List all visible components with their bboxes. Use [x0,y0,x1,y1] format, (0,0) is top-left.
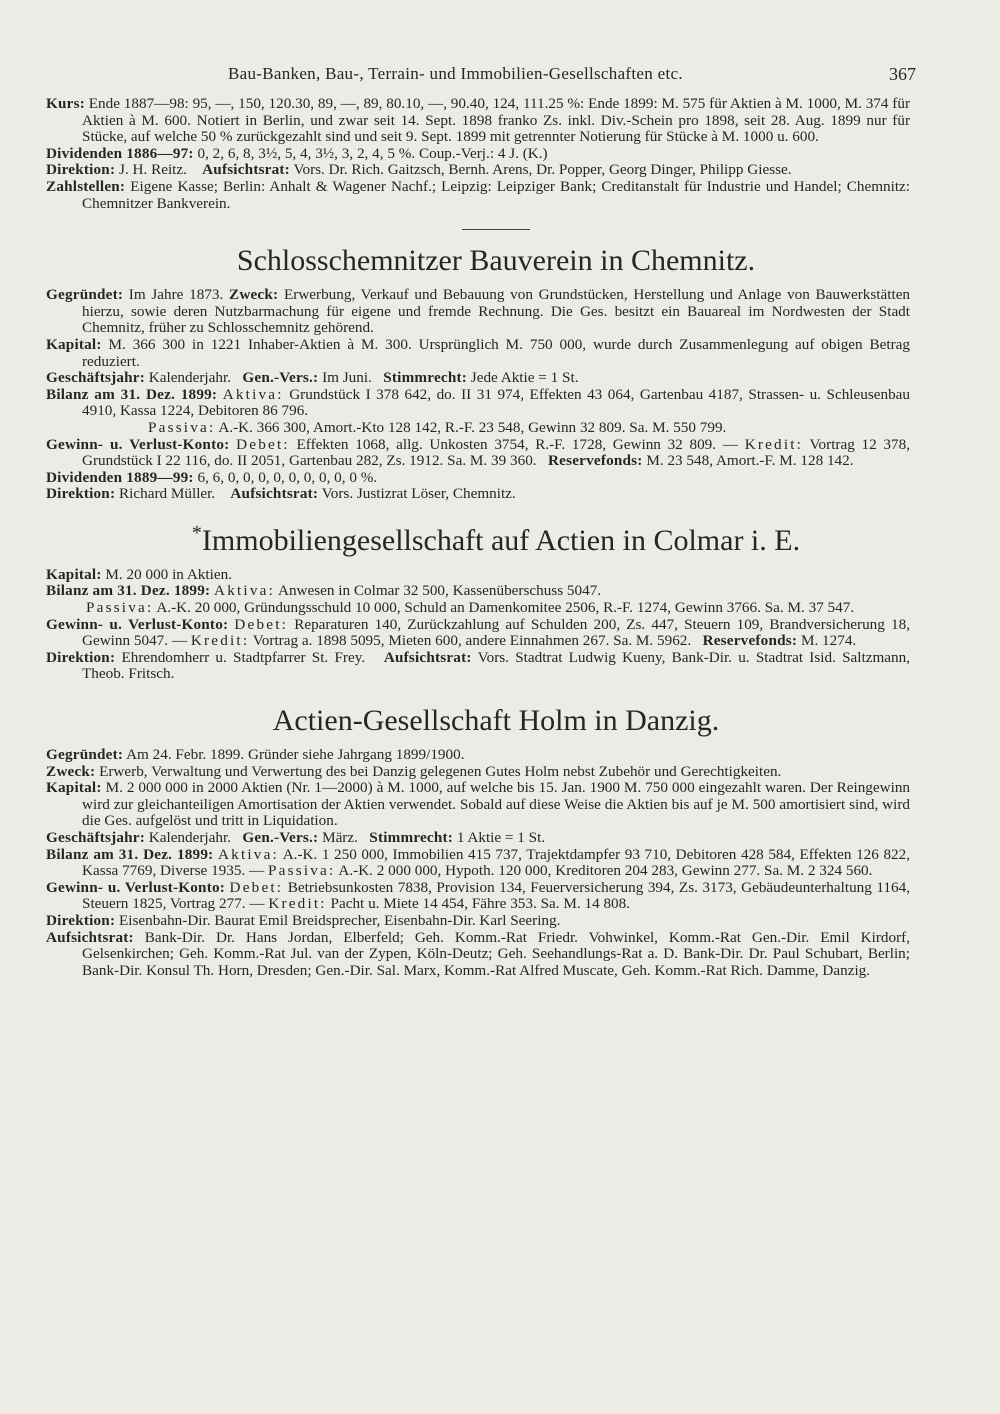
aufsichtsrat-text: Vors. Justizrat Löser, Chemnitz. [321,485,516,503]
previous-company-continuation [46,95,911,212]
reservefonds-text: M. 1274. [800,632,857,650]
kredit-text: Pacht u. Miete 14 454, Fähre 353. Sa. M. 14 808. [330,895,631,913]
aufsichtsrat-entry [46,928,910,980]
dividenden-text: 0, 2, 6, 8, 3½, 5, 4, 3½, 3, 2, 4, 5 %. Coup.-Verj.: 4 J. (K.) [197,144,548,162]
aktiva-label: Aktiva: [222,385,284,403]
company-schlosschemnitz [46,244,911,503]
direktion-label: Direktion: [46,485,116,503]
footnote-star: * [191,521,202,544]
kapital-text: M. 20 000 in Aktien. [105,565,232,583]
zweck-text: Erwerbung, Verkauf und Bebauung von Grundstücken, Herstellung und Anlage von Bauwerkstätten hierzu, sowie deren Nutzbarmachung für eigene und fremde Rechnung. Die Ges. besitzt ein Bauareal im Nordwesten der Stadt Chemnitz, früher zu Schlosschemnitz gehörend. [82,286,911,337]
bilanz-label: Bilanz am 31. Dez. 1899: [46,385,218,403]
gewinn-verlust-label: Gewinn- u. Verlust-Konto: [46,878,226,896]
aufsichtsrat-text: Bank-Dir. Dr. Hans Jordan, Elberfeld; Geh. Komm.-Rat Friedr. Vohwinkel, Komm.-Rat Gen.-Dir. Emil Kirdorf, Gelsenkirchen; Geh. Komm.-Rat Jul. van der Zypen, Köln-Deutz; Geh. Seehandlungs-Rat a. D. Bank-Dir. Dr. Paul Schubart, Berlin; Bank-Dir. Konsul Th. Horn, Dresden; Gen.-Dir. Sal. Marx, Komm.-Rat Alfred Muscate, Geh. Komm.-Rat Rich. Damme, Danzig. [82,928,910,979]
stimmrecht-label: Stimmrecht: [383,369,467,387]
geschaeftsjahr-entry [46,369,910,387]
zweck-entry [46,762,910,781]
gegruendet-entry [46,286,911,337]
aktiva-text: A.-K. 1 250 000, Immobilien 415 737, Trajektdampfer 93 710, Debitoren 428 584, Effekten 126 822, Kassa 7769, Diverse 1935. — [82,845,911,880]
gegruendet-label: Gegründet: [46,746,124,764]
section-divider [462,229,530,230]
direktion-label: Direktion: [46,161,116,179]
geschaeftsjahr-text: Kalenderjahr. [148,369,231,387]
dividenden-entry [46,468,910,487]
kredit-text: Vortrag a. 1898 5095, Mieten 600, andere Einnahmen 267. Sa. M. 5962. [252,632,692,650]
dividenden-entry [46,144,910,163]
kapital-entry [46,335,910,370]
gegruendet-text: Am 24. Febr. 1899. Gründer siehe Jahrgang 1899/1900. [126,746,465,764]
passiva-text: A.-K. 20 000, Gründungsschuld 10 000, Schuld an Damenkomitee 2506, R.-F. 1274, Gewinn 3766. Sa. M. 37 547. [156,599,855,617]
company-heading: Actien-Gesellschaft Holm in Danzig. [272,704,720,738]
genvers-label: Gen.-Vers.: [242,369,319,387]
geschaeftsjahr-label: Geschäftsjahr: [46,829,145,846]
gegruendet-label: Gegründet: [46,286,124,304]
passiva-text: A.-K. 2 000 000, Hypoth. 120 000, Kreditoren 204 283, Gewinn 277. Sa. M. 2 324 560. [338,862,873,880]
aufsichtsrat-label: Aufsichtsrat: [230,485,319,503]
kredit-text: Vortrag 12 378, Grundstück I 22 116, do. II 2051, Gartenbau 282, Zs. 1912. Sa. M. 39 360. [82,435,911,470]
aufsichtsrat-label: Aufsichtsrat: [46,928,134,946]
kurs-text: Ende 1887—98: 95, —, 150, 120.30, 89, —, 89, 80.10, —, 90.40, 124, 111.25 %: Ende 1899: M. 575 für Aktien à M. 1000, M. 374 für Aktien à M. 600. Notiert in Berlin, und zwar seit 14. Sept. 1898 franko Zs. inkl. Div.-Schein pro 1898, seit 28. Aug. 1899 nur für Stücke, auf welche 50 % zurückgezahlt sind und seit 9. Sept. 1899 mit getrennter Notierung für Stücke à M. 1000 u. 600. [82,95,911,146]
gewinn-verlust-entry [46,878,910,913]
bilanz-label: Bilanz am 31. Dez. 1899: [46,845,214,863]
section-spacer [82,683,910,705]
gewinn-verlust-label: Gewinn- u. Verlust-Konto: [46,435,230,453]
company-holm [46,704,911,979]
zweck-label: Zweck: [228,286,279,304]
passiva-label: Passiva: [268,862,336,880]
direktion-text: Ehrendomherr u. Stadtpfarrer St. Frey. [121,648,366,666]
dividenden-text: 6, 6, 0, 0, 0, 0, 0, 0, 0, 0, 0 %. [197,468,378,486]
direktion-entry [46,648,911,683]
kredit-label: Kredit: [190,632,250,650]
kapital-label: Kapital: [46,779,102,797]
company-title: Immobiliengesellschaft auf Actien in Colmar i. E. [201,523,801,557]
gegruendet-entry [46,746,910,764]
debet-text: Reparaturen 140, Zurückzahlung auf Schulden 200, Zs. 447, Steuern 109, Brandversicherung 18, Gewinn 5047. — [82,615,910,650]
aufsichtsrat-label: Aufsichtsrat: [383,648,472,666]
page-number: 367 [889,64,916,84]
passiva-text: A.-K. 366 300, Amort.-Kto 128 142, R.-F. 23 548, Gewinn 32 809. Sa. M. 550 799. [218,418,727,436]
stimmrecht-label: Stimmrecht: [369,829,454,846]
direktion-entry [46,485,910,503]
bilanz-entry [46,385,911,420]
reservefonds-text: M. 23 548, Amort.-F. M. 128 142. [646,452,854,470]
reservefonds-label: Reservefonds: [702,632,798,650]
passiva-label: Passiva: [148,418,216,436]
kapital-label: Kapital: [46,335,102,353]
aktiva-label: Aktiva: [217,845,279,863]
debet-label: Debet: [234,615,289,633]
zweck-label: Zweck: [46,762,96,780]
genvers-text: März. [322,829,358,846]
passiva-entry [82,420,910,437]
bilanz-entry [46,845,911,880]
kurs-entry [46,95,911,146]
debet-text: Effekten 1068, allg. Unkosten 3754, R.-F. 1728, Gewinn 32 809. — [296,435,738,453]
gewinn-verlust-entry [46,435,911,470]
debet-text: Betriebsunkosten 7838, Provision 134, Feuerversicherung 394, Zs. 3173, Gebäudeunterhaltung 1164, Steuern 1825, Vortrag 277. — [82,878,910,913]
direktion-text: Richard Müller. [119,485,216,503]
kapital-entry [46,565,910,584]
passiva-entry [82,600,910,617]
debet-label: Debet: [229,878,284,896]
aufsichtsrat-label: Aufsichtsrat: [202,161,290,179]
aktiva-text: Grundstück I 378 642, do. II 31 974, Effekten 43 064, Gartenbau 4187, Strassen- u. Schleusenbau 4910, Kassa 1224, Debitoren 86 796. [82,385,911,420]
kurs-label: Kurs: [46,95,85,112]
reservefonds-label: Reservefonds: [547,452,643,470]
kredit-label: Kredit: [744,435,804,453]
aufsichtsrat-text: Vors. Stadtrat Ludwig Kueny, Bank-Dir. u. Stadtrat Isid. Saltzmann, Theob. Fritsch. [82,648,911,683]
kapital-label: Kapital: [46,565,102,583]
kapital-text: M. 366 300 in 1221 Inhaber-Aktien à M. 300. Ursprünglich M. 750 000, wurde durch Zusammenlegung auf obigen Betrag reduziert. [82,335,910,370]
bilanz-entry [46,582,910,600]
gewinn-verlust-label: Gewinn- u. Verlust-Konto: [46,615,229,633]
company-colmar [46,521,911,683]
zweck-text: Erwerb, Verwaltung und Verwertung des bei Danzig gelegenen Gutes Holm nebst Zubehör und Gerechtigkeiten. [99,762,782,780]
direktion-entry [46,911,910,930]
direktion-entry [46,161,910,179]
dividenden-label: Dividenden 1889—99: [46,468,194,486]
gegruendet-text: Im Jahre 1873. [128,286,224,304]
zahlstellen-entry [46,177,910,212]
aktiva-text: Anwesen in Colmar 32 500, Kassenüberschuss 5047. [277,582,602,600]
running-title: Bau-Banken, Bau-, Terrain- und Immobilien-Gesellschaften etc. [228,64,683,83]
kredit-label: Kredit: [268,895,327,913]
genvers-text: Im Juni. [322,369,372,387]
zahlstellen-text: Eigene Kasse; Berlin: Anhalt & Wagener Nachf.; Leipzig: Leipziger Bank; Creditanstalt für Industrie und Handel; Chemnitz: Chemnitzer Bankverein. [82,177,910,212]
company-heading [82,521,910,557]
direktion-label: Direktion: [46,911,116,929]
kapital-text: M. 2 000 000 in 2000 Aktien (Nr. 1—2000) à M. 1000, auf welche bis 15. Jan. 1900 M. 750 000 eingezahlt waren. Der Reingewinn wird zur gleichanteiligen Amortisation der Aktien verwendet. Sobald auf diese Weise die Aktien bis auf je M. 500 amortisiert sind, wird die Ges. aufgelöst und tritt in Liquidation. [82,779,911,830]
page-content [46,95,911,979]
geschaeftsjahr-text: Kalenderjahr. [148,829,231,846]
genvers-label: Gen.-Vers.: [242,829,319,846]
direktion-label: Direktion: [46,648,116,666]
debet-label: Debet: [236,435,290,453]
bilanz-label: Bilanz am 31. Dez. 1899: [46,582,211,600]
running-header [0,64,1000,88]
dividenden-label: Dividenden 1886—97: [46,144,194,162]
section-spacer [82,503,910,525]
geschaeftsjahr-entry [46,829,910,847]
zahlstellen-label: Zahlstellen: [46,177,126,195]
passiva-label: Passiva: [86,599,154,617]
stimmrecht-text: Jede Aktie = 1 St. [470,369,579,387]
stimmrecht-text: 1 Aktie = 1 St. [456,829,546,846]
direktion-text: Eisenbahn-Dir. Baurat Emil Breidsprecher, Eisenbahn-Dir. Karl Seering. [119,911,561,929]
aktiva-label: Aktiva: [214,582,276,600]
gewinn-verlust-entry [46,615,910,650]
geschaeftsjahr-label: Geschäftsjahr: [46,369,145,387]
direktion-text: J. H. Reitz. [119,161,187,179]
aufsichtsrat-text: Vors. Dr. Rich. Gaitzsch, Bernh. Arens, Dr. Popper, Georg Dinger, Philipp Giesse. [293,161,792,179]
kapital-entry [46,779,911,830]
company-heading: Schlosschemnitzer Bauverein in Chemnitz. [236,244,756,278]
